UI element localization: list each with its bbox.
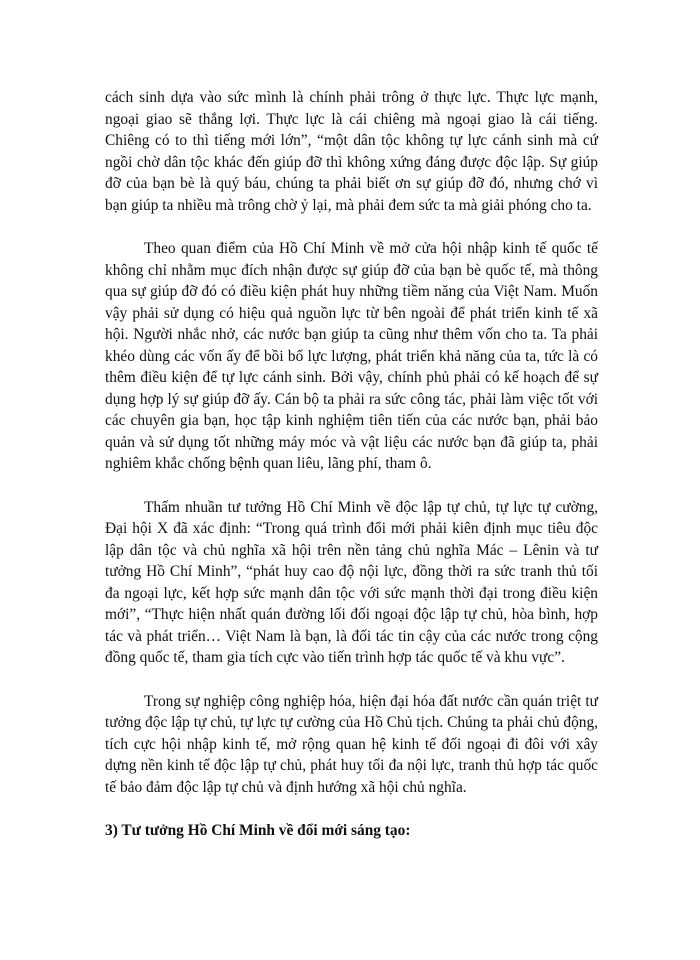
paragraph-continuation: cách sinh dựa vào sức mình là chính phải trông ở thực lực. Thực lực mạnh, ngoại giao sẽ thắng lợi. Thực lực là cái chiêng mà ngoại giao là cái tiếng. Chiêng có to thì tiếng mới lớn”, “một dân tộc không tự lực cánh sinh mà cứ ngồi chờ dân tộc khác đến giúp đỡ thì không xứng đáng được độc lập. Sự giúp đỡ của bạn bè là quý báu, chúng ta phải biết ơn sự giúp đỡ đó, nhưng chớ vì bạn giúp ta nhiều mà trông chờ ỷ lại, mà phải đem sức ta mà giải phóng cho ta.	[105, 89, 598, 214]
document-page	[105, 87, 598, 842]
section-heading: 3) Tư tưởng Hồ Chí Minh về đổi mới sáng tạo:	[105, 822, 411, 839]
paragraph-industrialization: Trong sự nghiệp công nghiệp hóa, hiện đại hóa đất nước cần quán triệt tư tưởng độc lập tự chủ, tự lực tự cường của Hồ Chủ tịch. Chúng ta phải chủ động, tích cực hội nhập kinh tế, mở rộng quan hệ kinh tế đối ngoại đi đôi với xây dựng nền kinh tế độc lập tự chủ, phát huy tối đa nội lực, tranh thủ hợp tác quốc tế bảo đảm độc lập tự chủ và định hướng xã hội chủ nghĩa.	[105, 692, 598, 796]
paragraph-international-integration: Theo quan điểm của Hồ Chí Minh về mở cửa hội nhập kinh tế quốc tế không chỉ nhằm mục đích nhận được sự giúp đỡ của bạn bè quốc tế, mà thông qua sự giúp đỡ đó có điều kiện phát huy những tiềm năng của Việt Nam. Muốn vậy phải sử dụng có hiệu quả nguồn lực từ bên ngoài để phát triển kinh tế xã hội. Người nhắc nhở, các nước bạn giúp ta cũng như thêm vốn cho ta. Ta phải khéo dùng các vốn ấy để bồi bổ lực lượng, phát triển khả năng của ta, tức là có thêm điều kiện để tự lực cánh sinh. Bởi vậy, chính phủ phải có kế hoạch để sự dụng hợp lý sự giúp đỡ ấy. Cán bộ ta phải ra sức công tác, phải làm việc tốt với các chuyên gia bạn, học tập kinh nghiệm tiên tiến của các nước bạn, phải bảo quản và sử dụng tốt những máy móc và vật liệu các nước bạn đã giúp ta, phải nghiêm khắc chống bệnh quan liêu, lãng phí, tham ô.	[105, 240, 598, 472]
paragraph-tenth-congress: Thấm nhuần tư tưởng Hồ Chí Minh về độc lập tự chủ, tự lực tự cường, Đại hội X đã xác định: “Trong quá trình đổi mới phải kiên định mục tiêu độc lập dân tộc và chủ nghĩa xã hội trên nền tảng chủ nghĩa Mác – Lênin và tư tưởng Hồ Chí Minh”, “phát huy cao độ nội lực, đồng thời ra sức tranh thủ tối đa ngoại lực, kết hợp sức mạnh dân tộc với sức mạnh thời đại trong điều kiện mới”, “Thực hiện nhất quán đường lối đối ngoại độc lập tự chủ, hòa bình, hợp tác và phát triển… Việt Nam là bạn, là đối tác tin cậy của các nước trong cộng đồng quốc tế, tham gia tích cực vào tiến trình hợp tác quốc tế và khu vực”.	[105, 498, 598, 666]
